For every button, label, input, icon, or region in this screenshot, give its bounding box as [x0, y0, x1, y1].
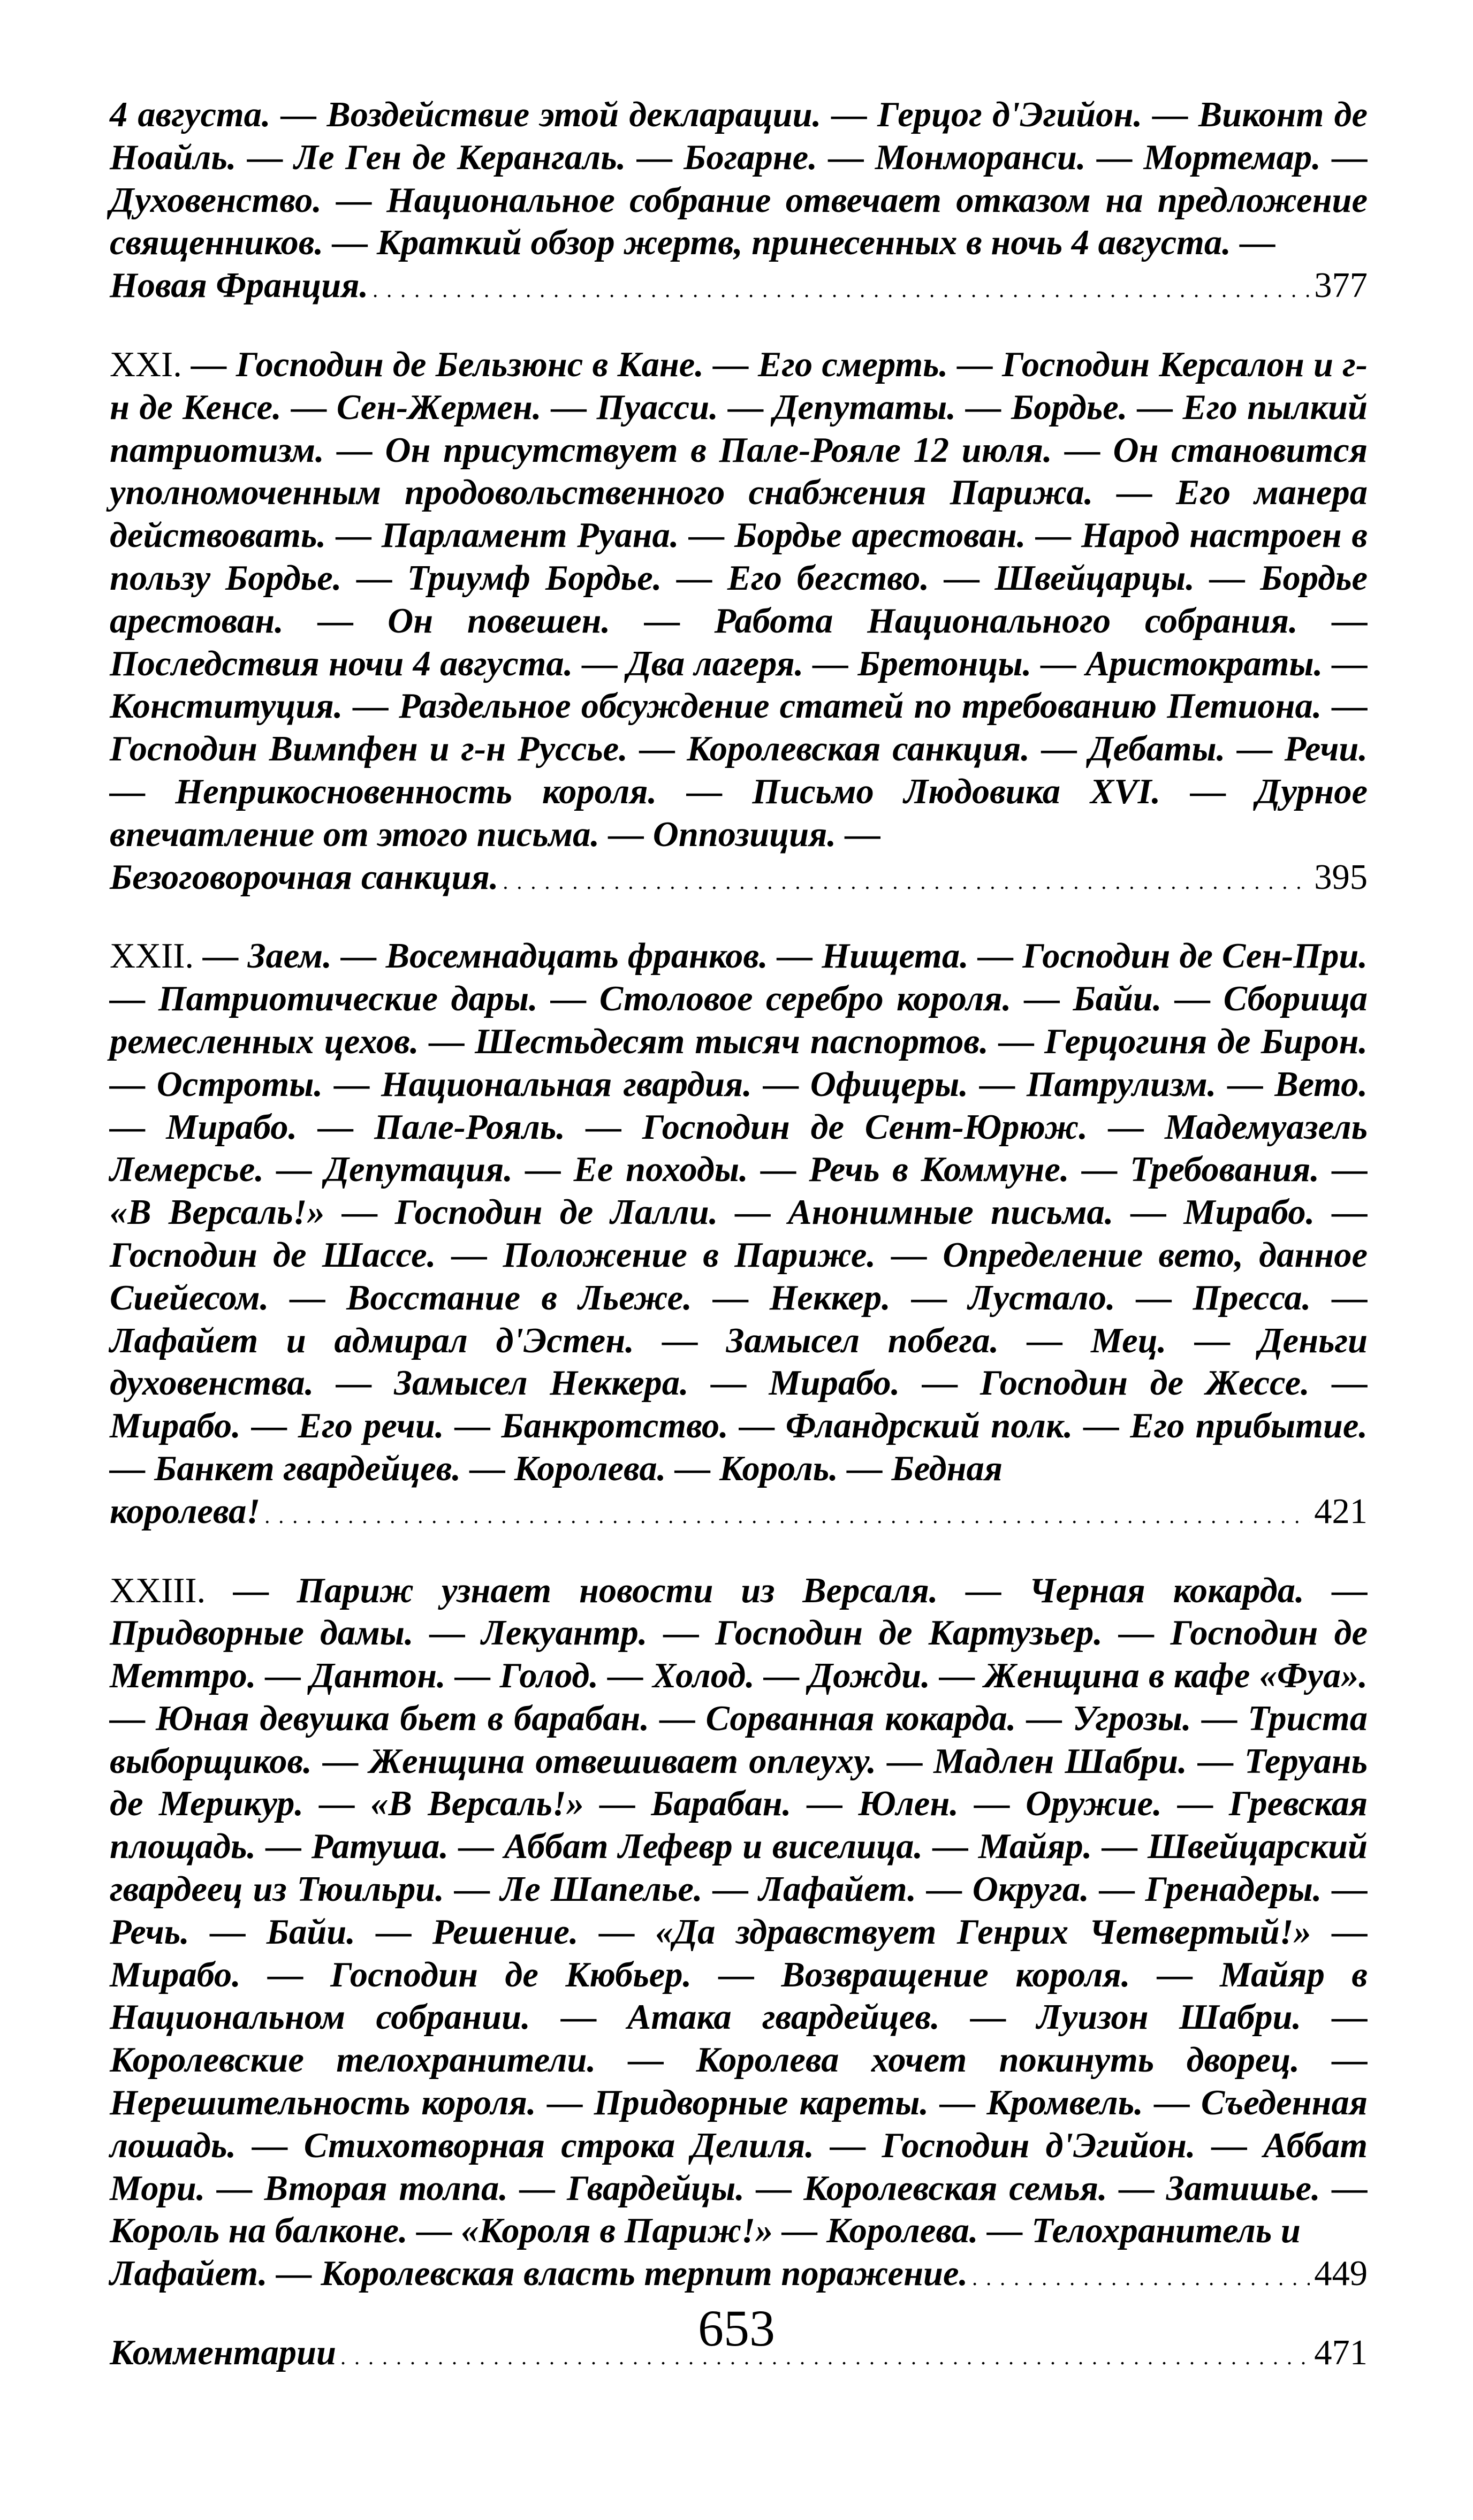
page-number: 421 — [1314, 1491, 1368, 1531]
entry-last-line — [110, 264, 1368, 311]
toc-entry — [110, 1570, 1368, 2300]
chapter-number: XXIII. — [110, 1571, 206, 1610]
entry-text: — Заем. — Восемнадцать франков. — Нищета. — Господин де Сен-При. — Патриотические дары. — Столовое серебро короля. — Байи. — Сборища ремесленных цехов. — Шестьдесят тысяч паспортов. — Герцогиня де Бирон. — Остроты. — Национальная гвардия. — Офицеры. — Патрулизм. — Вето. — Мирабо. — Пале-Рояль. — Господин де Сент-Юрюж. — Мадемуазель Лемерсье. — Депутация. — Ее походы. — Речь в Коммуне. — Требования. — «В Версаль!» — Господин де Лалли. — Анонимные письма. — Мирабо. — Господин де Шассе. — Положение в Париже. — Определение вето, данное Сиейесом. — Восстание в Льеже. — Неккер. — Лустало. — Пресса. — Лафайет и адмирал д'Эстен. — Замысел побега. — Мец. — Деньги духовенства. — Замысел Неккера. — Мирабо. — Господин де Жессе. — Мирабо. — Его речи. — Банкротство. — Фландрский полк. — Его прибытие. — Банкет гвардейцев. — Королева. — Король. — Бедная — [110, 937, 1368, 1488]
page-number: 377 — [1314, 266, 1368, 306]
entry-last-text: Лафайет. — Королевская власть терпит поражение. — [110, 2254, 968, 2294]
entry-last-line — [110, 2252, 1368, 2300]
entry-last-text: Безоговорочная санкция. — [110, 857, 499, 897]
entry-text: 4 августа. — Воздействие этой декларации. — Герцог д'Эгийон. — Виконт де Ноайль. — Ле Ген де Керангаль. — Богарне. — Монморанси. — Мортемар. — Духовенство. — Национальное собрание отвечает отказом на предложение священников. — Краткий обзор жертв, принесенных в ночь 4 августа. — — [110, 95, 1368, 263]
entry-last-line — [110, 856, 1368, 903]
dot-leader — [264, 1490, 1310, 1537]
toc-entry — [110, 94, 1368, 311]
table-of-contents — [110, 94, 1368, 2411]
entry-last-line — [110, 1490, 1368, 1537]
entry-text: — Париж узнает новости из Версаля. — Черная кокарда. — Придворные дамы. — Лекуантр. — Господин де Картузьер. — Господин де Меттро. — Дантон. — Голод. — Холод. — Дожди. — Женщина в кафе «Фуа». — Юная девушка бьет в барабан. — Сорванная кокарда. — Угрозы. — Триста выборщиков. — Женщина отвешивает оплеуху. — Мадлен Шабри. — Теруань де Мерикур. — «В Версаль!» — Барабан. — Юлен. — Оружие. — Гревская площадь. — Ратуша. — Аббат Лефевр и виселица. — Майяр. — Швейцарский гвардеец из Тюильри. — Ле Шапелье. — Лафайет. — Округа. — Гренадеры. — Речь. — Байи. — Решение. — «Да здравствует Генрих Четвертый!» — Мирабо. — Господин де Кюбьер. — Возвращение короля. — Майяр в Национальном собрании. — Атака гвардейцев. — Луизон Шабри. — Королевские телохранители. — Королева хочет покинуть дворец. — Нерешительность короля. — Придворные кареты. — Кромвель. — Съеденная лошадь. — Стихотворная строка Делиля. — Господин д'Эгийон. — Аббат Мори. — Вторая толпа. — Гвардейцы. — Королевская семья. — Затишье. — Король на балконе. — «Короля в Париж!» — Королева. — Телохранитель и — [110, 1571, 1368, 2251]
dot-leader — [373, 264, 1310, 311]
entry-last-text: Новая Франция. — [110, 266, 369, 306]
dot-leader — [972, 2252, 1310, 2300]
entry-text: — Господин де Бельзюнс в Кане. — Его смерть. — Господин Керсалон и г-н де Кенсе. — Сен-Жермен. — Пуасси. — Депутаты. — Бордье. — Его пылкий патриотизм. — Он присутствует в Пале-Рояле 12 июля. — Он становится уполномоченным продовольственного снабжения Парижа. — Его манера действовать. — Парламент Руана. — Бордье арестован. — Народ настроен в пользу Бордье. — Триумф Бордье. — Его бегство. — Швейцарцы. — Бордье арестован. — Он повешен. — Работа Национального собрания. — Последствия ночи 4 августа. — Два лагеря. — Бретонцы. — Аристократы. — Конституция. — Раздельное обсуждение статей по требованию Петиона. — Господин Вимпфен и г-н Руссье. — Королевская санкция. — Дебаты. — Речи. — Неприкосновенность короля. — Письмо Людовика XVI. — Дурное впечатление от этого письма. — Оппозиция. — — [110, 345, 1368, 854]
chapter-number: XXII. — [110, 937, 194, 976]
chapter-number: XXI. — [110, 345, 182, 384]
toc-entry — [110, 935, 1368, 1537]
entry-last-text: королева! — [110, 1491, 261, 1531]
page-number: 471 — [1314, 2333, 1368, 2373]
page-number: 395 — [1314, 857, 1368, 897]
dot-leader — [503, 856, 1310, 903]
page-folio: 653 — [698, 2300, 775, 2357]
page-number: 449 — [1314, 2254, 1368, 2294]
toc-entry — [110, 344, 1368, 903]
entry-last-text: Комментарии — [110, 2333, 337, 2373]
